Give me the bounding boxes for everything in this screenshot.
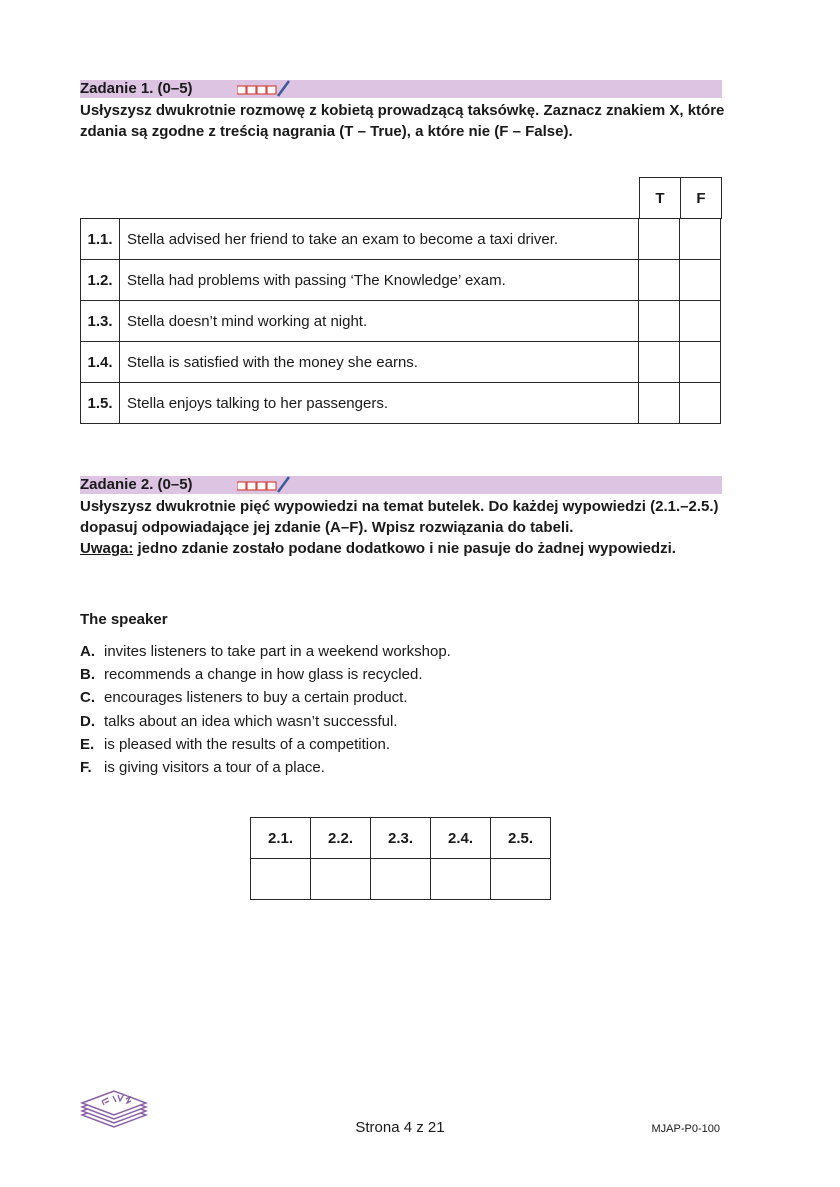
row-statement: Stella enjoys talking to her passengers. [120,383,639,424]
answer-header: 2.5. [491,818,551,859]
row-statement: Stella is satisfied with the money she earns. [120,342,639,383]
false-checkbox-cell[interactable] [680,260,721,301]
true-checkbox-cell[interactable] [639,260,680,301]
speaker-heading: The speaker [80,611,168,628]
answer-cell[interactable] [491,859,551,900]
answer-header: 2.2. [311,818,371,859]
task1-title: Zadanie 1. (0–5) [80,80,193,97]
answer-table [250,817,551,900]
false-checkbox-cell[interactable] [680,342,721,383]
list-item: E. is pleased with the results of a competition. [80,735,390,753]
list-item: A. invites listeners to take part in a weekend workshop. [80,643,451,660]
row-number: 1.2. [81,260,120,301]
task2-title: Zadanie 2. (0–5) [80,476,193,493]
answer-header: 2.3. [371,818,431,859]
false-checkbox-cell[interactable] [680,219,721,260]
answer-cell[interactable] [371,859,431,900]
document-code: MJAP-P0-100 [651,1123,720,1135]
task2-header [80,476,722,494]
options-list [80,643,451,782]
false-checkbox-cell[interactable] [680,383,721,424]
row-statement: Stella advised her friend to take an exam to become a taxi driver. [120,219,639,260]
table-row [81,219,721,260]
list-item: C. encourages listeners to buy a certain product. [80,689,408,707]
scoring-marker-icon [237,476,293,496]
answer-cell[interactable] [431,859,491,900]
row-number: 1.3. [81,301,120,342]
true-checkbox-cell[interactable] [639,383,680,424]
true-checkbox-cell[interactable] [639,219,680,260]
row-number: 1.1. [81,219,120,260]
answer-header: 2.1. [251,818,311,859]
true-false-table [80,218,721,424]
page-number: Strona 4 z 21 [355,1119,445,1136]
task1-instruction: Usłyszysz dwukrotnie rozmowę z kobietą prowadzącą taksówkę. Zaznacz znakiem X, które zdania są zgodne z treścią nagrania (T – True), a które nie (F – False). [80,102,725,140]
tf-header-table [639,177,722,219]
row-statement: Stella doesn’t mind working at night. [120,301,639,342]
note-text: jedno zdanie zostało podane dodatkowo i nie pasuje do żadnej wypowiedzi. [137,540,676,557]
list-item: D. talks about an idea which wasn’t successful. [80,712,398,730]
row-statement: Stella had problems with passing ‘The Knowledge’ exam. [120,260,639,301]
false-checkbox-cell[interactable] [680,301,721,342]
true-checkbox-cell[interactable] [639,301,680,342]
table-row [81,342,721,383]
list-item: F. is giving visitors a tour of a place. [80,758,325,776]
answer-cell[interactable] [251,859,311,900]
answer-header: 2.4. [431,818,491,859]
scoring-marker-icon [237,80,293,100]
header-true: T [640,178,681,219]
table-row [81,260,721,301]
task1-header [80,80,722,98]
answer-cell[interactable] [311,859,371,900]
list-item: B. recommends a change in how glass is recycled. [80,666,423,684]
task2-instruction: Usłyszysz dwukrotnie pięć wypowiedzi na temat butelek. Do każdej wypowiedzi (2.1.–2.5.) dopasuj odpowiadające jej zdanie (A–F). Wpisz rozwiązania do tabeli. Uwaga: jedno zdanie zostało podane dodatkowo i nie pasuje do żadnej wypowiedzi. [80,498,719,557]
row-number: 1.5. [81,383,120,424]
row-number: 1.4. [81,342,120,383]
table-row [81,383,721,424]
header-false: F [681,178,722,219]
true-checkbox-cell[interactable] [639,342,680,383]
table-row [81,301,721,342]
note-label: Uwaga: [80,540,134,557]
